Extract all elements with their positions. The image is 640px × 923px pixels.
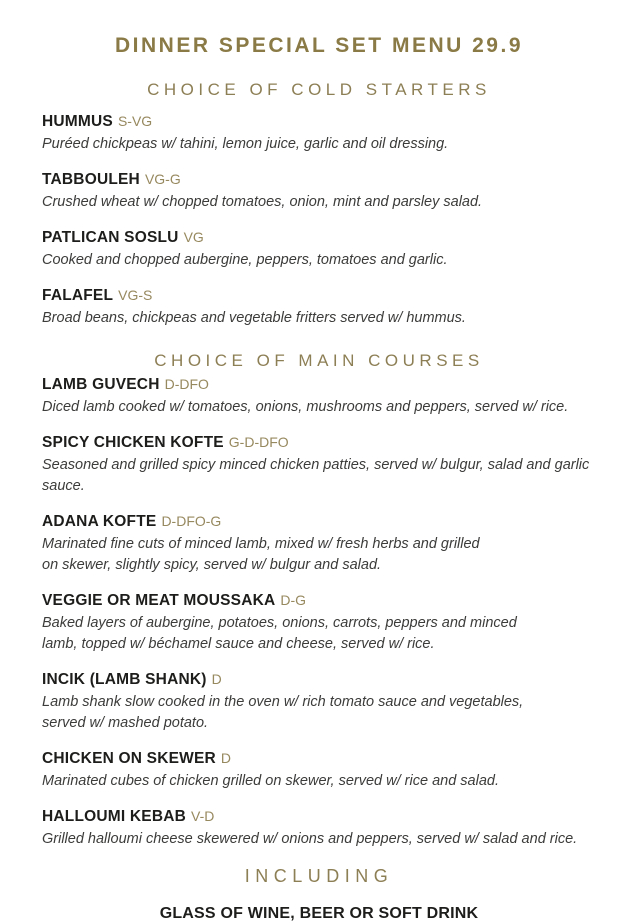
menu-item	[42, 112, 596, 155]
item-name: LAMB GUVECH	[42, 376, 160, 393]
item-description-line: served w/ mashed potato.	[42, 715, 209, 731]
item-description	[42, 829, 596, 850]
item-description	[42, 455, 596, 497]
item-description	[42, 397, 596, 418]
item-description-line: Crushed wheat w/ chopped tomatoes, onion, mint and parsley salad.	[42, 194, 483, 210]
item-description-line: Baked layers of aubergine, potatoes, onions, carrots, peppers and minced	[42, 615, 517, 631]
item-description	[42, 613, 596, 655]
item-header	[42, 433, 596, 452]
footer-heading: INCLUDING	[244, 866, 394, 886]
item-description-line: Marinated cubes of chicken grilled on skewer, served w/ rice and salad.	[42, 773, 499, 789]
item-description	[42, 134, 596, 155]
menu-item	[42, 286, 596, 329]
section-heading: CHOICE OF MAIN COURSES	[154, 351, 484, 370]
item-dietary-tags: D-G	[280, 592, 307, 608]
item-description-line: Broad beans, chickpeas and vegetable fritters served w/ hummus.	[42, 310, 466, 326]
item-description-line: Puréed chickpeas w/ tahini, lemon juice, garlic and oil dressing.	[42, 136, 449, 152]
menu-section	[42, 80, 596, 329]
menu-item	[42, 375, 596, 418]
item-dietary-tags: D	[220, 750, 232, 766]
menu-item	[42, 749, 596, 792]
item-dietary-tags: D-DFO	[164, 376, 209, 392]
item-description-line: Grilled halloumi cheese skewered w/ onions and peppers, served w/ salad and rice.	[42, 831, 578, 847]
item-name: PATLICAN SOSLU	[42, 229, 179, 246]
menu-section	[42, 351, 596, 850]
item-description-line: on skewer, slightly spicy, served w/ bulgur and salad.	[42, 557, 382, 573]
menu-item	[42, 433, 596, 497]
item-name: INCIK (LAMB SHANK)	[42, 671, 207, 688]
item-dietary-tags: D-DFO-G	[161, 513, 222, 529]
item-dietary-tags: VG	[183, 229, 204, 245]
item-header	[42, 286, 596, 305]
section-items	[42, 112, 596, 329]
footer-included-drinks: GLASS OF WINE, BEER OR SOFT DRINK	[159, 905, 479, 922]
item-dietary-tags: S-VG	[117, 113, 153, 129]
menu-item	[42, 591, 596, 655]
menu-item	[42, 670, 596, 734]
item-description	[42, 250, 596, 271]
item-name: TABBOULEH	[42, 171, 140, 188]
menu-item	[42, 228, 596, 271]
menu-title: DINNER SPECIAL SET MENU 29.9	[114, 34, 524, 57]
item-description-line: Seasoned and grilled spicy minced chicken patties, served w/ bulgur, salad and garlic sauce.	[42, 457, 590, 494]
item-dietary-tags: VG-S	[118, 287, 153, 303]
item-header	[42, 170, 596, 189]
item-name: FALAFEL	[42, 287, 114, 304]
item-header	[42, 512, 596, 531]
item-description	[42, 534, 596, 576]
item-name: VEGGIE OR MEAT MOUSSAKA	[42, 592, 276, 609]
menu-item	[42, 512, 596, 576]
menu-footer	[42, 866, 596, 923]
item-description	[42, 771, 596, 792]
item-description-line: lamb, topped w/ béchamel sauce and cheese, served w/ rice.	[42, 636, 435, 652]
item-name: CHICKEN ON SKEWER	[42, 750, 216, 767]
item-description-line: Marinated fine cuts of minced lamb, mixed w/ fresh herbs and grilled	[42, 536, 480, 552]
item-name: ADANA KOFTE	[42, 513, 157, 530]
item-header	[42, 591, 596, 610]
item-header	[42, 749, 596, 768]
section-heading: CHOICE OF COLD STARTERS	[147, 80, 491, 99]
item-description	[42, 692, 596, 734]
menu-sections	[42, 80, 596, 850]
section-items	[42, 375, 596, 850]
item-name: HALLOUMI KEBAB	[42, 808, 187, 825]
item-name: SPICY CHICKEN KOFTE	[42, 434, 224, 451]
item-dietary-tags: D	[211, 671, 222, 687]
item-header	[42, 228, 596, 247]
menu-item	[42, 807, 596, 850]
item-header	[42, 112, 596, 131]
item-name: HUMMUS	[42, 113, 113, 130]
item-dietary-tags: VG-G	[144, 171, 181, 187]
item-description	[42, 192, 596, 213]
item-dietary-tags: G-D-DFO	[228, 434, 289, 450]
item-description-line: Cooked and chopped aubergine, peppers, tomatoes and garlic.	[42, 252, 448, 268]
item-description	[42, 308, 596, 329]
item-header	[42, 807, 596, 826]
item-dietary-tags: V-D	[191, 808, 215, 824]
item-description-line: Diced lamb cooked w/ tomatoes, onions, mushrooms and peppers, served w/ rice.	[42, 399, 569, 415]
item-header	[42, 375, 596, 394]
menu-item	[42, 170, 596, 213]
item-description-line: Lamb shank slow cooked in the oven w/ rich tomato sauce and vegetables,	[42, 694, 524, 710]
item-header	[42, 670, 596, 689]
